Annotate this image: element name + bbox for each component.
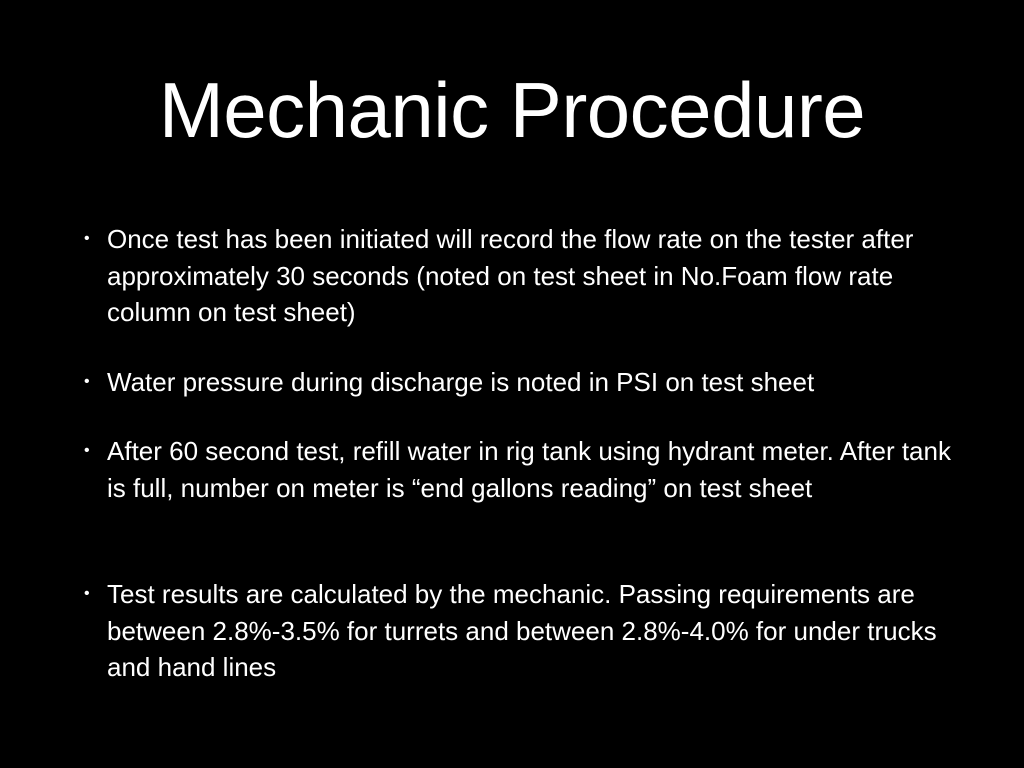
bullet-item — [84, 576, 957, 686]
bullet-text: Test results are calculated by the mechanic. Passing requirements are between 2.8%-3.5% for turrets and between 2.8%-4.0% for under trucks and hand lines — [107, 579, 937, 682]
bullet-text: Once test has been initiated will record the flow rate on the tester after approximately 30 seconds (noted on test sheet in No.Foam flow rate column on test sheet) — [107, 224, 914, 327]
bullet-text: After 60 second test, refill water in rig tank using hydrant meter. After tank is full, number on meter is “end gallons reading” on test sheet — [107, 436, 951, 503]
slide-title: Mechanic Procedure — [158, 66, 866, 154]
bullet-item — [84, 221, 957, 331]
bullet-dot-icon: • — [84, 585, 90, 602]
bullet-item — [84, 364, 957, 401]
bullet-dot-icon: • — [84, 442, 90, 459]
bullet-dot-icon: • — [84, 230, 90, 247]
bullet-dot-icon: • — [84, 373, 90, 390]
bullet-item — [84, 433, 957, 506]
bullet-text: Water pressure during discharge is noted in PSI on test sheet — [107, 367, 815, 397]
